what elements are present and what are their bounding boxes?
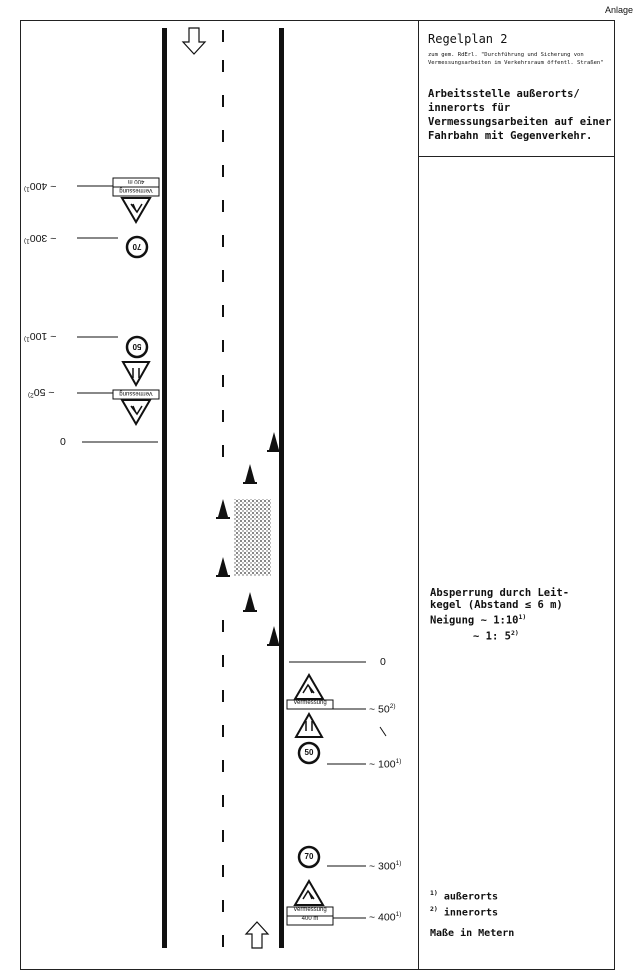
vermessung-plate-label: Vermessung <box>293 700 327 706</box>
closure-line-3: Neigung ~ 1:10$^{1)}$ <box>430 613 527 627</box>
distance-label-0: 0 <box>380 656 386 668</box>
distance-label-400-top: ~ 400$^{1)}$ <box>24 180 57 193</box>
speed-limit-label: 50 <box>132 342 142 351</box>
cone-icon <box>269 432 279 450</box>
footnote-2: $^{2)}$ innerorts <box>430 905 499 919</box>
distance-label-0-top: 0 <box>60 436 66 448</box>
distance-label-100-top: ~ 100$^{1)}$ <box>24 330 57 343</box>
plan-description: Arbeitsstelle außerorts/ innerorts für Vermessungsarbeiten auf einer Fahrbahn mit Gegenverkehr. <box>428 88 612 142</box>
distance-label-300: ~ 300$^{1)}$ <box>369 860 402 873</box>
distance-plate-label: 400 m <box>301 916 319 922</box>
closure-line-1: Absperrung durch Leit- <box>430 587 570 599</box>
units-note: Maße in Metern <box>430 928 515 939</box>
sign-road-narrows-top <box>123 362 149 385</box>
cone-icon <box>245 464 255 482</box>
speed-limit-label: 50 <box>304 748 314 757</box>
sign-roadworks-vermessung-400-top <box>113 178 159 222</box>
vermessung-plate-label: Vermessung <box>119 390 153 396</box>
arrow-down-icon <box>183 28 205 54</box>
road-edge-right <box>279 28 284 948</box>
speed-limit-label: 70 <box>132 242 142 251</box>
footnote-1: $^{1)}$ außerorts <box>430 889 499 903</box>
sign-road-narrows <box>296 714 322 737</box>
distance-plate-label: 400 m <box>127 178 145 184</box>
closure-line-2: kegel (Abstand ≤ 6 m) <box>430 599 563 611</box>
road-edge-left <box>162 28 167 948</box>
plan-subtitle: zum gem. RdErl. "Durchführung und Sicherung von Vermessungsarbeiten im Verkehrsraum öffentl. Straßen" <box>428 52 604 66</box>
cone-icon <box>269 626 279 644</box>
distance-label-100: ~ 100$^{1)}$ <box>369 758 402 771</box>
cone-icon <box>218 499 228 517</box>
speed-limit-label: 70 <box>304 852 314 861</box>
vermessung-plate-label: Vermessung <box>293 907 327 913</box>
distance-label-300-top: ~ 300$^{1)}$ <box>24 232 57 245</box>
arrow-up-icon <box>246 922 268 948</box>
distance-label-400: ~ 400$^{1)}$ <box>369 911 402 924</box>
work-area <box>234 499 271 576</box>
center-line <box>222 30 224 947</box>
vermessung-plate-label: Vermessung <box>119 187 153 193</box>
plan-title: Regelplan 2 <box>428 32 508 46</box>
distance-label-50-top: ~ 50$^{2)}$ <box>28 386 55 399</box>
anlage-label: Anlage <box>604 5 633 15</box>
closure-line-4: ~ 1: 5$^{2)}$ <box>473 628 519 642</box>
distance-label-50: ~ 50$^{2)}$ <box>369 703 396 716</box>
cone-icon <box>218 557 228 575</box>
cone-icon <box>245 592 255 610</box>
